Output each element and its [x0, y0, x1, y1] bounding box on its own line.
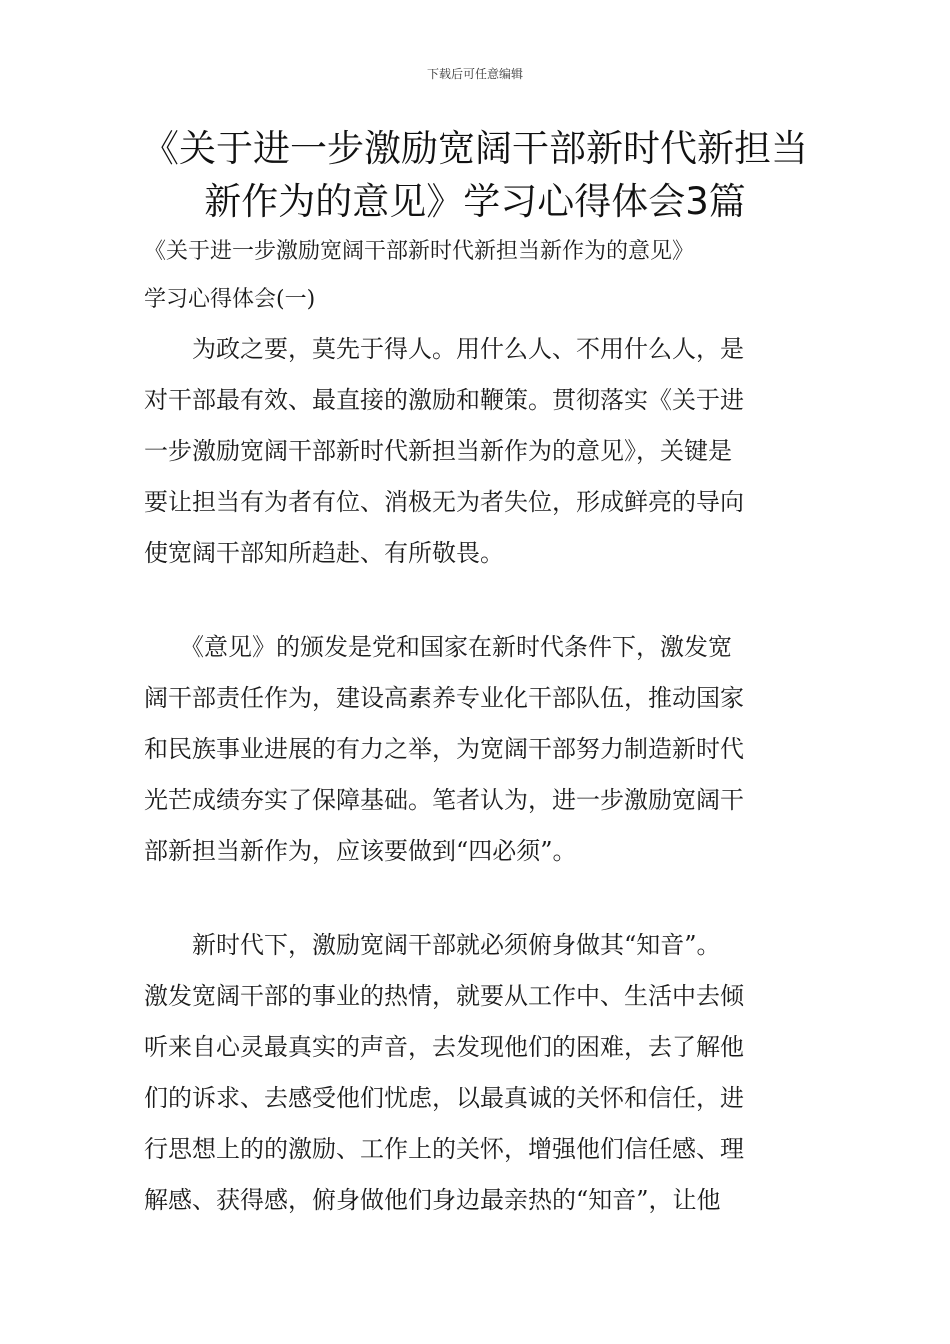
- subtitle-line: 《关于进一步激励宽阔干部新时代新担当新作为的意见》: [144, 239, 695, 264]
- text-line: 和民族事业进展的有力之举，为宽阔干部努力制造新时代: [144, 735, 744, 763]
- header-note: 下载后可任意编辑: [426, 67, 523, 81]
- document-title: [140, 122, 810, 228]
- paragraph-1: [144, 324, 810, 579]
- subtitle-line: 学习心得体会(一): [144, 287, 316, 312]
- text-line: 新时代下，激励宽阔干部就必须俯身做其“知音”。: [144, 931, 721, 959]
- text-line: 使宽阔干部知所趋赴、有所敬畏。: [144, 539, 504, 567]
- text-line: 对干部最有效、最直接的激励和鞭策。贯彻落实《关于进: [144, 386, 744, 414]
- text-line: 一步激励宽阔干部新时代新担当新作为的意见》，关键是: [144, 437, 732, 465]
- text-line: 《意见》的颁发是党和国家在新时代条件下，激发宽: [144, 633, 732, 661]
- text-line: 行思想上的的激励、工作上的关怀，增强他们信任感、理: [144, 1135, 744, 1163]
- text-line: 为政之要，莫先于得人。用什么人、不用什么人，是: [144, 335, 744, 363]
- text-line: 光芒成绩夯实了保障基础。笔者认为，进一步激励宽阔干: [144, 786, 744, 814]
- text-line: 解感、获得感，俯身做他们身边最亲热的“知音”，让他: [144, 1186, 721, 1214]
- text-line: 们的诉求、去感受他们忧虑，以最真诚的关怀和信任，进: [144, 1084, 744, 1112]
- text-line: 阔干部责任作为，建设高素养专业化干部队伍，推动国家: [144, 684, 744, 712]
- section-subtitle: [144, 228, 810, 324]
- text-line: 听来自心灵最真实的声音，去发现他们的困难，去了解他: [144, 1033, 744, 1061]
- text-line: 部新担当新作为，应该要做到“四必须”。: [144, 837, 577, 865]
- paragraph-3: [144, 920, 810, 1226]
- text-line: 要让担当有为者有位、消极无为者失位，形成鲜亮的导向: [144, 488, 744, 516]
- paragraph-2: [144, 622, 810, 877]
- title-line: 新作为的意见》学习心得体会3篇: [204, 180, 746, 223]
- text-line: 激发宽阔干部的事业的热情，就要从工作中、生活中去倾: [144, 982, 744, 1010]
- title-line: 《关于进一步激励宽阔干部新时代新担当: [142, 127, 808, 170]
